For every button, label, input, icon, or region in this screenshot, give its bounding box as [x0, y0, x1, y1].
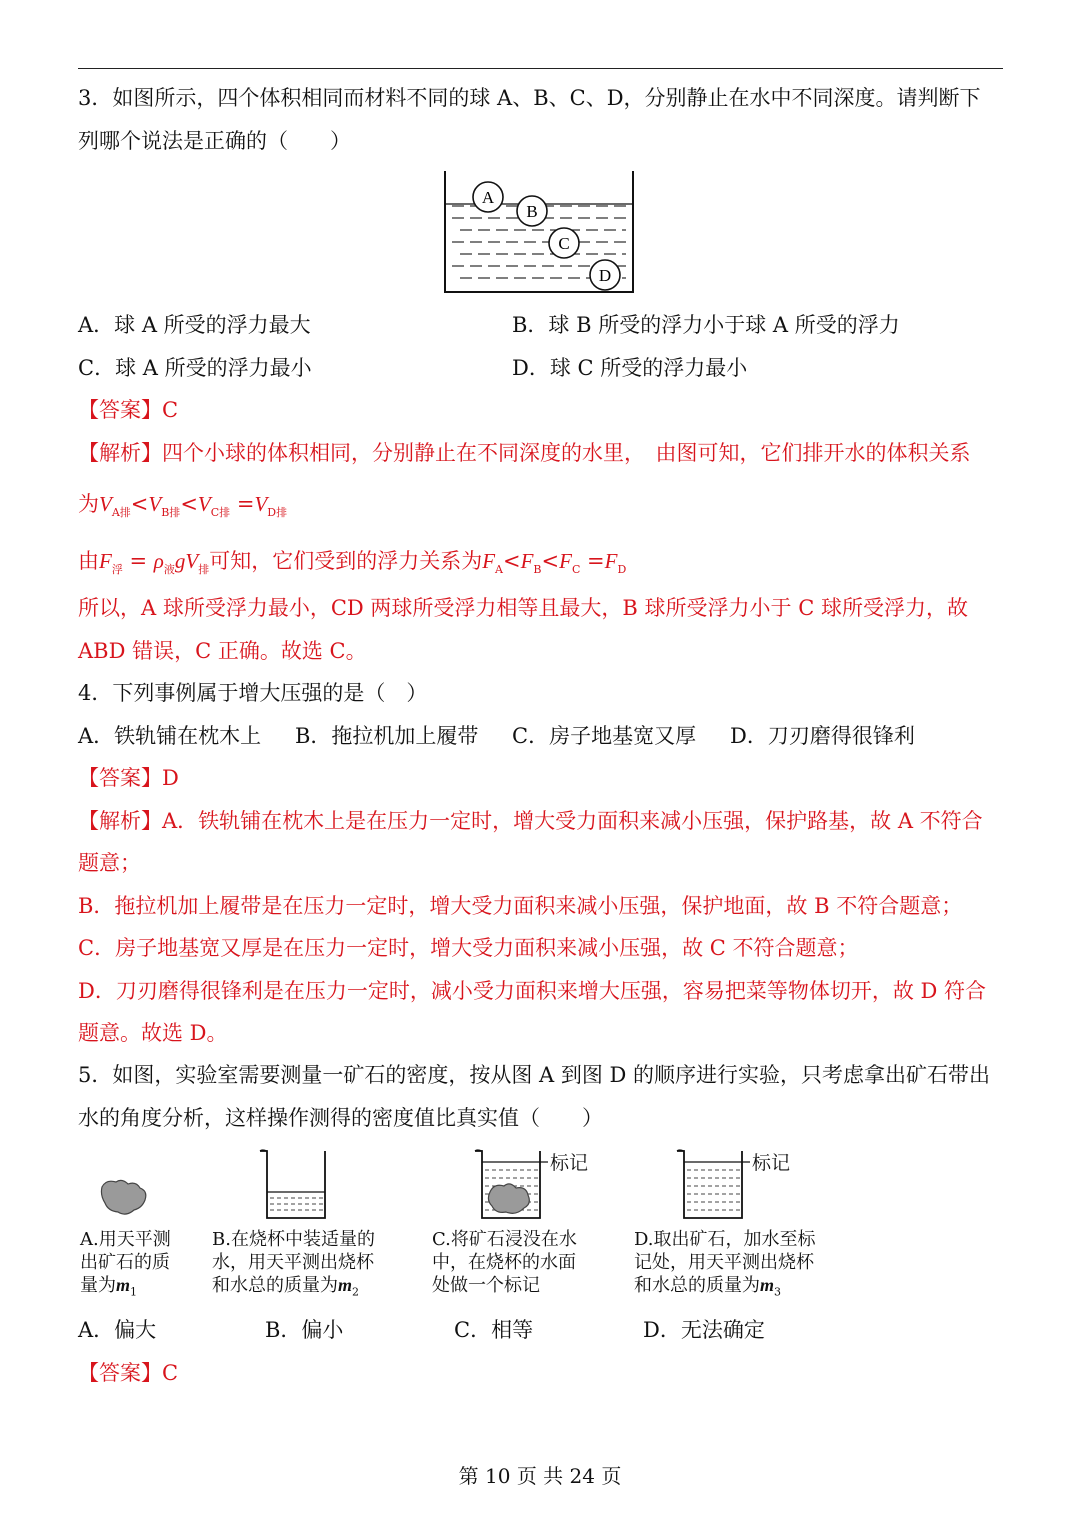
q3-figure-tank: [440, 168, 640, 298]
q4-analysis-line5: D．刀刃磨得很锋利是在压力一定时，减小受力面积来增大压强，容易把菜等物体切开，故 D 符合: [78, 979, 987, 1003]
q4-answer-label: 【答案】: [78, 766, 162, 790]
q5-stem-line2: 水的角度分析，这样操作测得的密度值比真实值（ ）: [78, 1106, 603, 1130]
q3-analysis-label: 【解析】: [78, 441, 162, 465]
q5-caption-c-line2: 中，在烧杯的水面: [432, 1252, 576, 1273]
ball-a: [473, 182, 503, 212]
q5-caption-a-line1: A.用天平测: [80, 1229, 171, 1250]
q5-stem-line1: 5．如图，实验室需要测量一矿石的密度，按从图 A 到图 D 的顺序进行实验，只考虑拿出矿石带出: [78, 1063, 991, 1087]
q3-volume-relation: 为$V_{A排}<V_{B排}<V_{C排} =V_{D排}$: [78, 492, 288, 520]
q5-caption-b: B.在烧杯中装适量的 水，用天平测出烧杯 和水总的质量为$m_2$: [212, 1229, 375, 1299]
q4-option-c: C．房子地基宽又厚: [512, 724, 697, 748]
page-footer: 第 10 页 共 24 页: [458, 1464, 622, 1488]
ball-c: [549, 228, 579, 258]
q5-caption-b-line2: 水，用天平测出烧杯: [212, 1252, 374, 1273]
q3-stem-line1: 3．如图所示，四个体积相同而材料不同的球 A、B、C、D，分别静止在水中不同深度。请判断下: [78, 86, 981, 110]
q3-analysis-mid: 可知，它们受到的浮力关系为: [209, 549, 483, 573]
q3-option-c: C．球 A 所受的浮力最小: [78, 356, 312, 380]
q4-analysis-line4: C．房子地基宽又厚是在压力一定时，增大受力面积来减小压强，故 C 不符合题意；: [78, 936, 859, 960]
q5-caption-b-line1: B.在烧杯中装适量的: [212, 1229, 375, 1250]
q3-stem-line2: 列哪个说法是正确的（ ）: [78, 129, 351, 153]
q5-figure-c-mark-label: 标记: [550, 1152, 589, 1174]
q3-analysis-line5: ABD 错误，C 正确。故选 C。: [78, 639, 367, 663]
q5-caption-c-line1: C.将矿石浸没在水: [432, 1229, 577, 1250]
q4-analysis-line6: 题意。故选 D。: [78, 1021, 228, 1045]
q5-caption-b-line3: 和水总的质量为: [212, 1275, 338, 1296]
q4-option-a: A．铁轨铺在枕木上: [78, 724, 262, 748]
q5-caption-d-line2: 记处，用天平测出烧杯: [634, 1252, 814, 1273]
q5-caption-d-line1: D.取出矿石，加水至标: [634, 1229, 816, 1250]
q5-caption-c-line3: 处做一个标记: [432, 1275, 540, 1296]
q3-analysis-prefix-you: 由: [78, 549, 99, 573]
q5-caption-a-line2: 出矿石的质: [80, 1252, 170, 1273]
q3-analysis-prefix-wei: 为: [78, 492, 99, 516]
q4-analysis-text1: A．铁轨铺在枕木上是在压力一定时，增大受力面积来减小压强，保护路基，故 A 不符合: [162, 809, 983, 833]
ball-b: [517, 196, 547, 226]
q5-option-d: D．无法确定: [643, 1318, 765, 1342]
header-rule: [78, 68, 1003, 69]
q5-caption-d-line3: 和水总的质量为: [634, 1275, 760, 1296]
q3-analysis-line1: [78, 439, 971, 467]
q4-answer: [78, 764, 179, 792]
ball-b-label: B: [526, 202, 538, 221]
q5-caption-a-line3: 量为: [80, 1275, 116, 1296]
q4-answer-value: D: [162, 766, 179, 790]
q4-stem: 4．下列事例属于增大压强的是（ ）: [78, 681, 428, 705]
q5-caption-d: D.取出矿石，加水至标 记处，用天平测出烧杯 和水总的质量为$m_3$: [634, 1229, 816, 1299]
q5-figure-a-rock: [96, 1175, 156, 1220]
q4-analysis-line1: [78, 807, 983, 835]
q3-answer-label: 【答案】: [78, 398, 162, 422]
q3-option-b: B．球 B 所受的浮力小于球 A 所受的浮力: [512, 313, 900, 337]
q5-figure-d-mark-label: 标记: [752, 1152, 791, 1174]
q4-option-d: D．刀刃磨得很锋利: [730, 724, 915, 748]
q5-caption-c: [432, 1228, 577, 1297]
q5-answer-label: 【答案】: [78, 1361, 162, 1385]
q3-option-a: A．球 A 所受的浮力最大: [78, 313, 311, 337]
q5-answer-value: C: [162, 1361, 179, 1385]
q5-figure-d-beaker: [672, 1148, 762, 1223]
q5-option-a: A．偏大: [78, 1318, 157, 1342]
q5-option-b: B．偏小: [265, 1318, 344, 1342]
q4-analysis-label: 【解析】: [78, 809, 162, 833]
q4-option-b: B．拖拉机加上履带: [295, 724, 479, 748]
q5-option-c: C．相等: [454, 1318, 534, 1342]
q5-figure-b-beaker: [255, 1148, 335, 1223]
q3-analysis-text1: 四个小球的体积相同，分别静止在不同深度的水里， 由图可知，它们排开水的体积关系: [162, 441, 971, 465]
q3-analysis-line4: 所以，A 球所受浮力最小，CD 两球所受浮力相等且最大，B 球所受浮力小于 C 球所受浮力，故: [78, 596, 968, 620]
q3-answer-value: C: [162, 398, 179, 422]
rock-in-beaker: [488, 1184, 529, 1213]
ball-d: [590, 260, 620, 290]
q5-answer: [78, 1359, 178, 1387]
q3-answer: [78, 396, 178, 424]
q5-caption-a: A.用天平测 出矿石的质 量为$m_1$: [80, 1229, 171, 1299]
q3-buoyancy-formula: 由$F_浮 = \rho_液gV_排$可知，它们受到的浮力关系为$F_A<F_B<F_C =F_D$: [78, 549, 627, 577]
ball-d-label: D: [598, 266, 612, 285]
q3-option-d: D．球 C 所受的浮力最小: [512, 356, 748, 380]
q4-analysis-line2: 题意；: [78, 851, 141, 875]
ball-c-label: C: [558, 234, 570, 253]
ball-a-label: A: [481, 188, 495, 207]
q4-analysis-line3: B．拖拉机加上履带是在压力一定时，增大受力面积来减小压强，保护地面，故 B 不符合题意；: [78, 894, 963, 918]
